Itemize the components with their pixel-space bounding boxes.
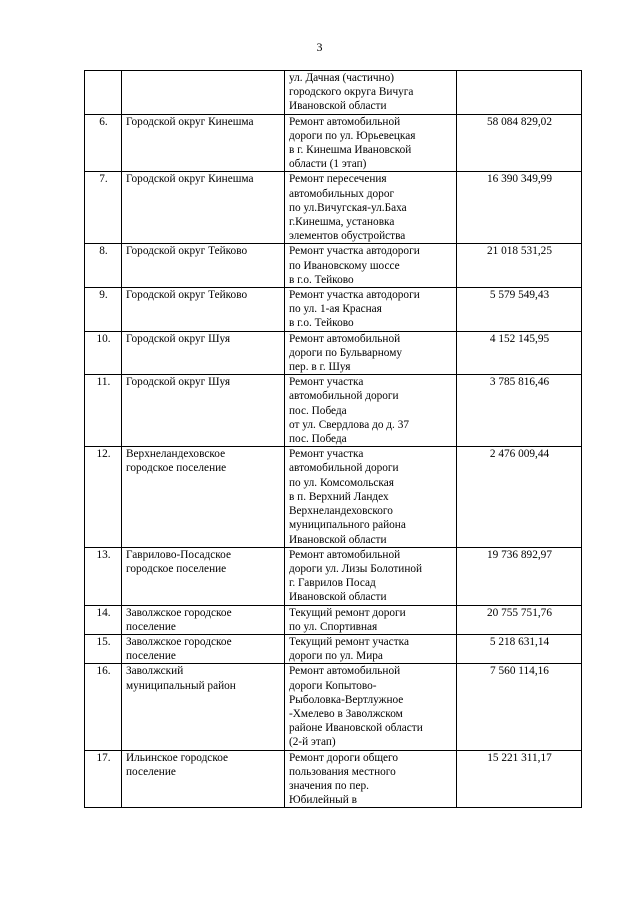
object-description-line: автомобильной дороги (289, 390, 399, 403)
table-row (85, 750, 582, 808)
municipality-line: поселение (126, 650, 176, 663)
object-description-cell (285, 634, 457, 663)
object-description-line: г. Гаврилов Посад (289, 577, 376, 590)
municipality-cell (122, 634, 285, 663)
amount-cell: 4 152 145,95 (457, 331, 582, 375)
object-description-line: пос. Победа (289, 404, 347, 417)
municipality-cell (122, 288, 285, 332)
object-description-line: Ремонт участка (289, 376, 364, 389)
object-description-line: в г.о. Тейково (289, 273, 354, 286)
object-description-line: районе Ивановской области (289, 722, 423, 735)
object-description-line: -Хмелево в Заволжском (289, 707, 403, 720)
municipality-cell (122, 172, 285, 244)
municipality-line: Городской округ Тейково (126, 289, 248, 302)
object-description-line: дороги по ул. Мира (289, 650, 383, 663)
municipality-line: Городской округ Шуя (126, 332, 231, 345)
object-description-cell (285, 375, 457, 447)
row-number-cell: 6. (85, 114, 122, 172)
object-description-cell (285, 288, 457, 332)
municipality-cell (122, 244, 285, 288)
object-description-line: пос. Победа (289, 433, 347, 446)
table-row (85, 71, 582, 115)
object-description-line: по ул. 1-ая Красная (289, 303, 382, 316)
object-description-line: Юбилейный в (289, 794, 357, 807)
municipality-cell (122, 547, 285, 605)
object-description-line: Рыболовка-Вертлужное (289, 693, 404, 706)
amount-cell: 3 785 816,46 (457, 375, 582, 447)
municipality-line: городское поселение (126, 562, 227, 575)
municipality-line: Городской округ Шуя (126, 376, 231, 389)
object-description-line: в п. Верхний Ландех (289, 490, 389, 503)
municipality-cell (122, 331, 285, 375)
amount-cell: 16 390 349,99 (457, 172, 582, 244)
municipality-line: Гаврилово-Посадское (126, 548, 231, 561)
object-description-line: области (1 этап) (289, 158, 367, 171)
amount-cell: 19 736 892,97 (457, 547, 582, 605)
amount-cell: 2 476 009,44 (457, 447, 582, 547)
object-description-line: по Ивановскому шоссе (289, 259, 400, 272)
amount-cell: 20 755 751,76 (457, 605, 582, 634)
table-row (85, 547, 582, 605)
object-description-line: Текущий ремонт участка (289, 635, 409, 648)
object-description-line: Верхнеландеховского (289, 505, 393, 518)
object-description-line: по ул. Комсомольская (289, 476, 394, 489)
municipality-cell (122, 447, 285, 547)
row-number-cell: 13. (85, 547, 122, 605)
table-row (85, 605, 582, 634)
object-description-line: значения по пер. (289, 779, 369, 792)
object-description-line: муниципального района (289, 519, 406, 532)
municipality-cell (122, 605, 285, 634)
object-description-cell (285, 172, 457, 244)
object-description-line: Ремонт участка автодороги (289, 245, 420, 258)
page-number: 3 (316, 40, 323, 54)
object-description-line: Ремонт дороги общего (289, 751, 399, 764)
municipality-line: Городской округ Тейково (126, 245, 248, 258)
table-body (85, 71, 582, 808)
row-number-cell: 14. (85, 605, 122, 634)
object-description-line: Ремонт участка (289, 448, 364, 461)
amount-cell: 21 018 531,25 (457, 244, 582, 288)
object-description-line: Ремонт автомобильной (289, 115, 401, 128)
object-description-line: элементов обустройства (289, 230, 406, 243)
table-row (85, 244, 582, 288)
municipality-line: поселение (126, 765, 176, 778)
municipality-line: Заволжское городское (126, 635, 232, 648)
table-row (85, 447, 582, 547)
municipality-cell (122, 375, 285, 447)
object-description-line: Текущий ремонт дороги (289, 606, 406, 619)
table-row (85, 172, 582, 244)
municipality-line: Заволжский (126, 665, 184, 678)
object-description-cell (285, 664, 457, 750)
object-description-line: г.Кинешма, установка (289, 216, 395, 229)
row-number-cell: 10. (85, 331, 122, 375)
object-description-line: от ул. Свердлова до д. 37 (289, 418, 409, 431)
object-description-line: Ремонт автомобильной (289, 665, 401, 678)
object-description-line: автомобильных дорог (289, 187, 395, 200)
table-row (85, 375, 582, 447)
object-description-line: Ивановской области (289, 100, 387, 113)
municipality-line: Городской округ Кинешма (126, 115, 254, 128)
municipality-line: Ильинское городское (126, 751, 229, 764)
table-row (85, 634, 582, 663)
row-number-cell: 15. (85, 634, 122, 663)
object-description-line: ул. Дачная (частично) (289, 72, 395, 84)
table-row (85, 331, 582, 375)
object-description-cell (285, 114, 457, 172)
object-description-cell (285, 750, 457, 808)
amount-cell: 7 560 114,16 (457, 664, 582, 750)
row-number-cell: 16. (85, 664, 122, 750)
municipality-line: Городской округ Кинешма (126, 173, 254, 186)
road-repair-table (84, 70, 582, 808)
object-description-line: Ремонт автомобильной (289, 332, 401, 345)
municipality-cell (122, 71, 285, 115)
object-description-line: Ивановской области (289, 591, 387, 604)
object-description-line: пользования местного (289, 765, 396, 778)
amount-cell: 5 218 631,14 (457, 634, 582, 663)
object-description-cell (285, 547, 457, 605)
amount-cell: 5 579 549,43 (457, 288, 582, 332)
municipality-cell (122, 750, 285, 808)
row-number-cell: 7. (85, 172, 122, 244)
table-row (85, 114, 582, 172)
amount-cell: 15 221 311,17 (457, 750, 582, 808)
municipality-line: муниципальный район (126, 679, 236, 692)
row-number-cell: 11. (85, 375, 122, 447)
row-number-cell: 12. (85, 447, 122, 547)
object-description-line: дороги по ул. Юрьевецкая (289, 129, 416, 142)
table-row (85, 664, 582, 750)
municipality-line: поселение (126, 620, 176, 633)
object-description-line: Ремонт автомобильной (289, 548, 401, 561)
object-description-cell (285, 331, 457, 375)
object-description-line: Ивановской области (289, 533, 387, 546)
object-description-line: дороги ул. Лизы Болотиной (289, 562, 423, 575)
object-description-line: пер. в г. Шуя (289, 361, 351, 374)
object-description-cell (285, 605, 457, 634)
object-description-line: дороги Копытово- (289, 679, 377, 692)
object-description-line: Ремонт пересечения (289, 173, 387, 186)
object-description-line: автомобильной дороги (289, 462, 399, 475)
object-description-line: по ул. Спортивная (289, 620, 378, 633)
object-description-line: Ремонт участка автодороги (289, 289, 420, 302)
amount-cell (457, 71, 582, 115)
amount-cell: 58 084 829,02 (457, 114, 582, 172)
object-description-cell (285, 447, 457, 547)
municipality-cell (122, 114, 285, 172)
municipality-line: городское поселение (126, 462, 227, 475)
municipality-cell (122, 664, 285, 750)
object-description-cell (285, 71, 457, 115)
row-number-cell: 9. (85, 288, 122, 332)
row-number-cell (85, 71, 122, 115)
object-description-line: по ул.Вичугская-ул.Баха (289, 201, 407, 214)
municipality-line: Заволжское городское (126, 606, 232, 619)
object-description-line: в г.о. Тейково (289, 317, 354, 330)
object-description-line: городского округа Вичуга (289, 86, 414, 99)
row-number-cell: 17. (85, 750, 122, 808)
object-description-cell (285, 244, 457, 288)
row-number-cell: 8. (85, 244, 122, 288)
table-row (85, 288, 582, 332)
object-description-line: дороги по Бульварному (289, 346, 402, 359)
object-description-line: (2-й этап) (289, 736, 336, 749)
object-description-line: в г. Кинешма Ивановской (289, 144, 412, 157)
municipality-line: Верхнеландеховское (126, 448, 226, 461)
